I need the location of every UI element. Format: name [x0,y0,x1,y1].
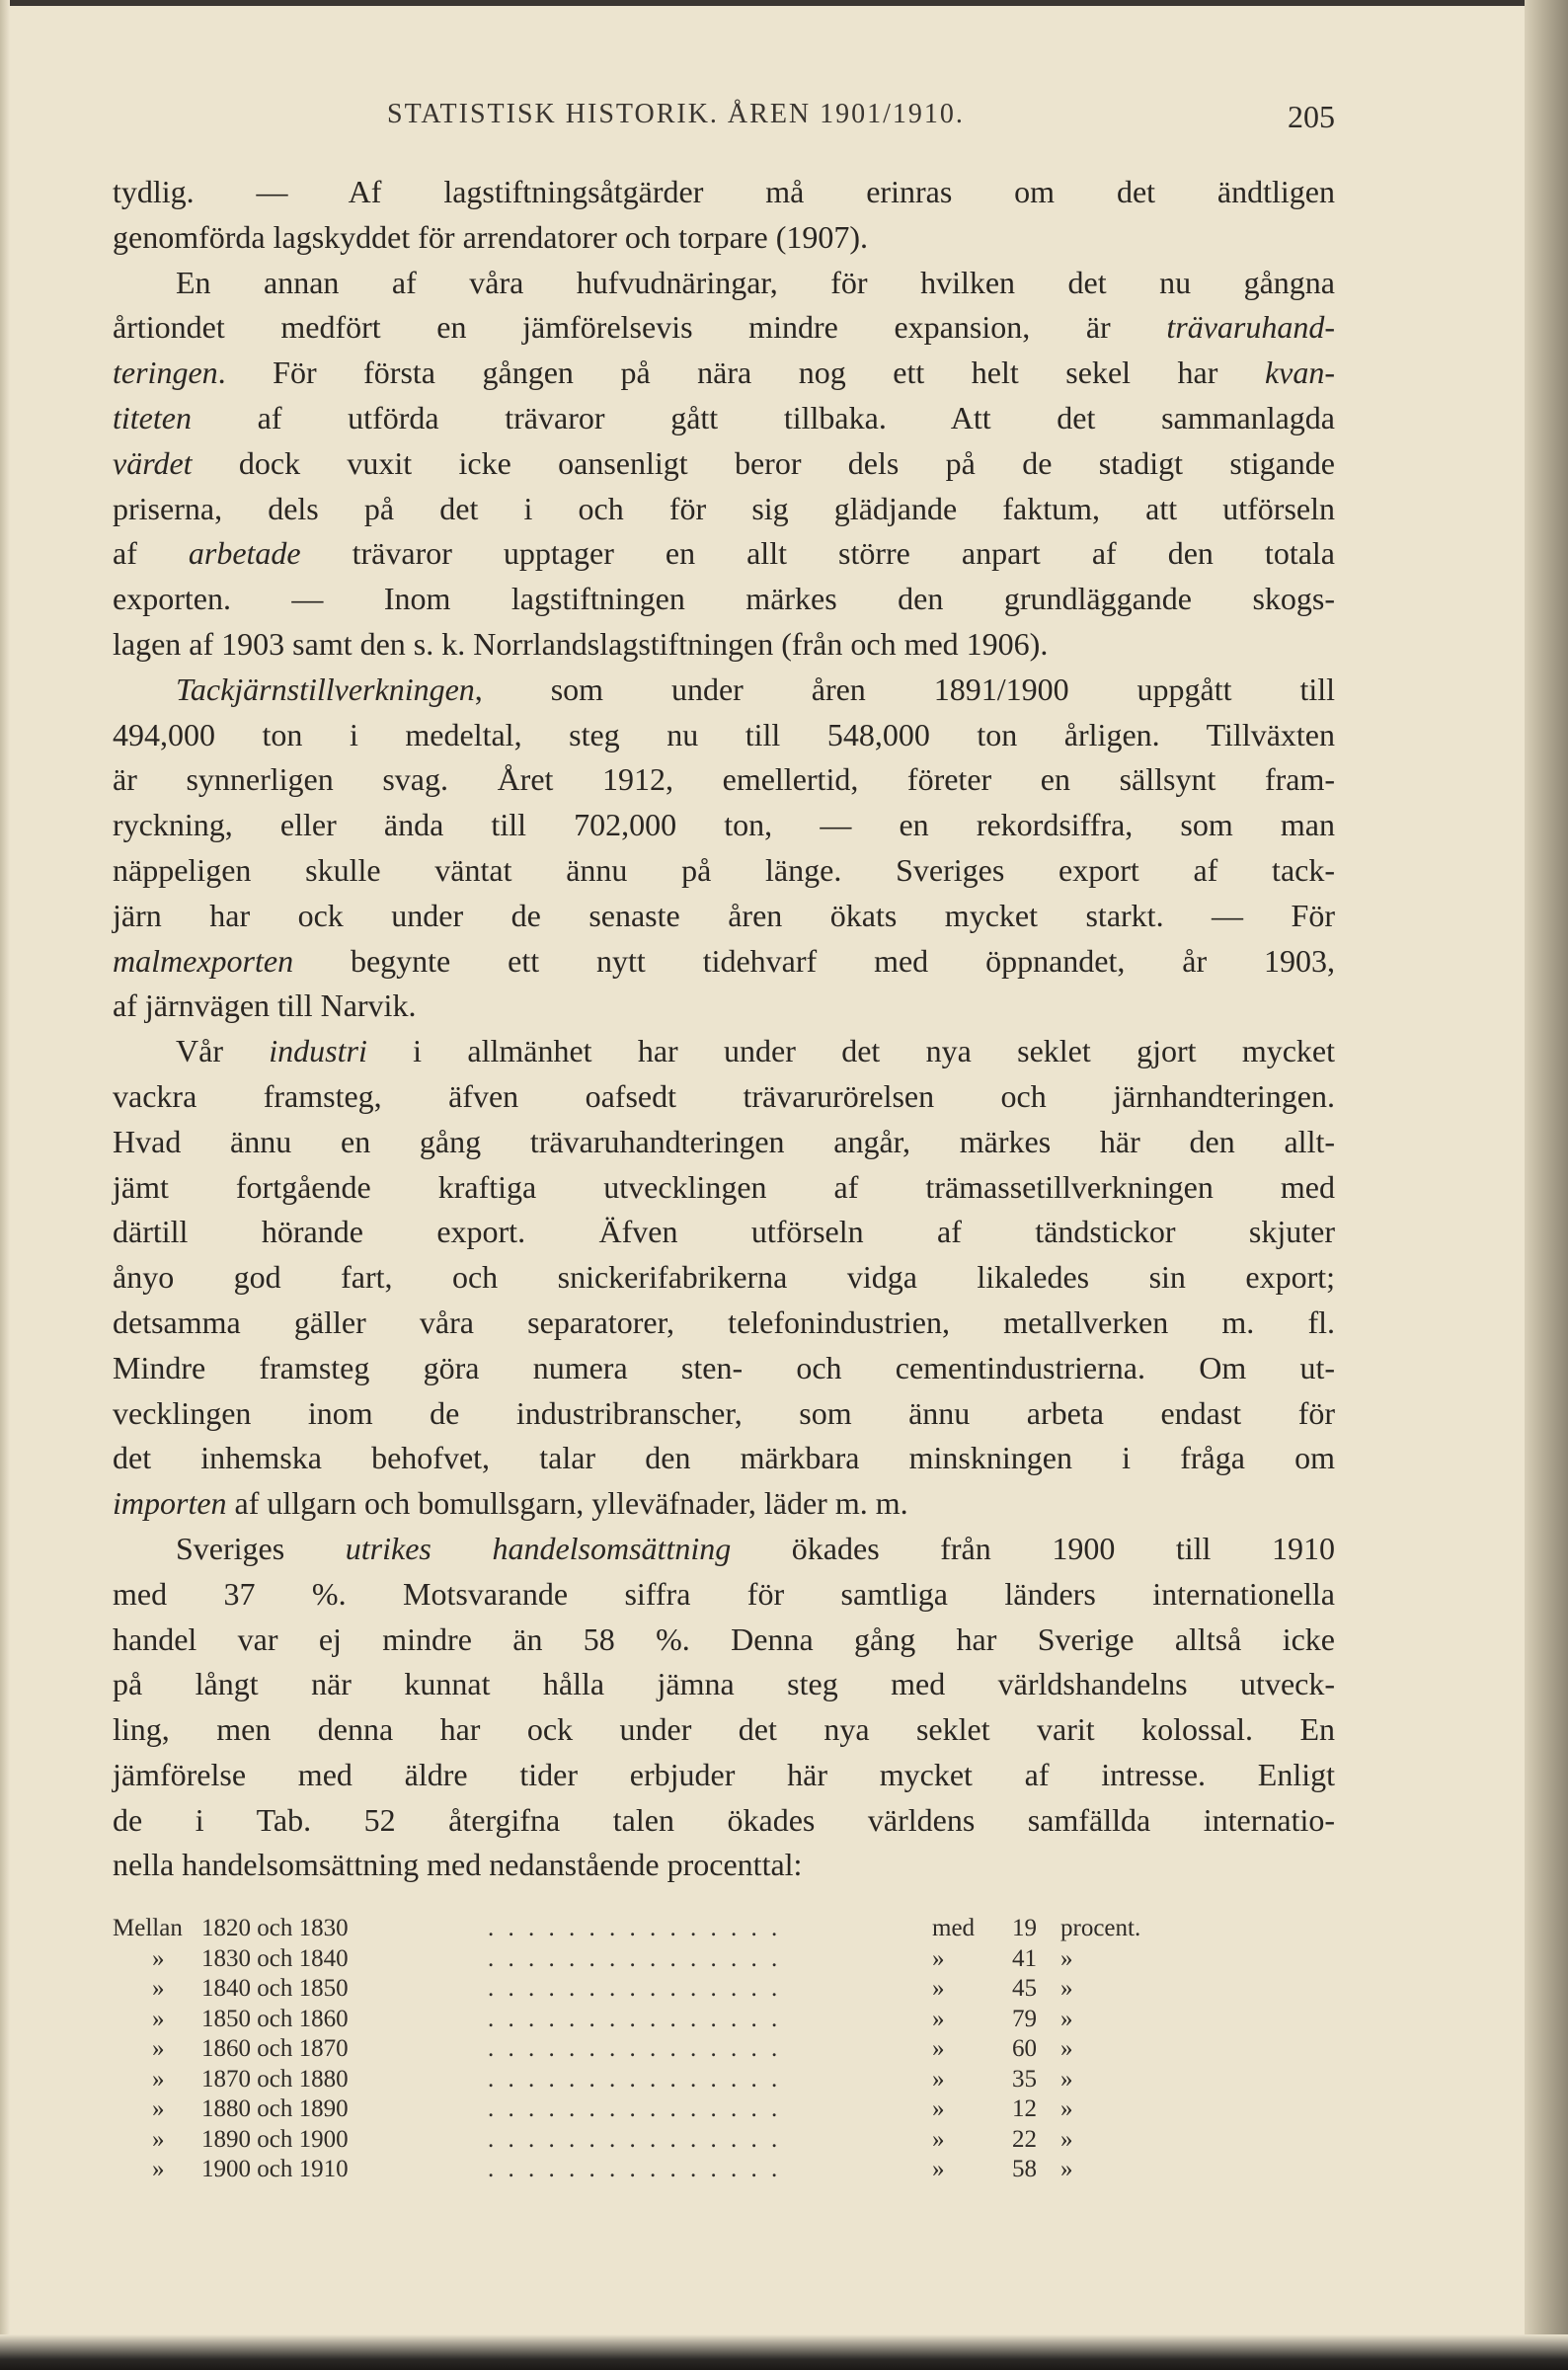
text-segment: af järnvägen till Narvik. [113,988,417,1024]
row-unit: » [1060,2065,1073,2093]
row-lead: » [152,2005,165,2032]
table-row [113,1944,1179,1975]
text-line [113,1301,1335,1346]
dot-leader: . . . . . . . . . . . . . . . [488,2005,782,2032]
text-line [113,668,1335,713]
italic-text: trävaruhand- [1166,309,1335,346]
text-line [113,1165,1335,1211]
text-segment: med 37 %. Motsvarande siffra för samtliga länders internationella [113,1575,1335,1612]
text-line [113,803,1335,848]
text-line [113,351,1335,396]
text-segment [113,672,176,707]
row-lead: » [152,2035,165,2062]
row-med: » [932,1975,945,2002]
row-value: 22 [1012,2125,1037,2153]
text-segment: begynte ett nytt tidehvarf med öppnandet, år 1903, [293,942,1335,979]
text-segment: ånyo god fart, och snickerifabrikerna vidga likaledes sin export; [113,1259,1335,1296]
text-segment: på långt när kunnat hålla jämna steg med världshandelns utveck- [113,1666,1335,1702]
running-title: STATISTISK HISTORIK. ÅREN 1901/1910. [387,99,965,129]
row-med: » [932,2005,945,2032]
text-line [113,487,1335,532]
text-line [113,1391,1335,1437]
page-bottom-edge [0,2334,1568,2370]
text-line [113,215,1335,261]
text-line [113,170,1335,215]
row-period: 1820 och 1830 [201,1915,349,1941]
text-line [113,261,1335,306]
text-segment: detsamma gäller våra separatorer, telefonindustrien, metallverken m. fl. [113,1304,1335,1340]
row-period: 1900 och 1910 [201,2156,349,2182]
italic-text: utrikes handelsomsättning [345,1530,732,1566]
table-row [113,1914,1179,1944]
italic-text: Tackjärnstillverkningen [176,671,475,707]
page-number: 205 [1288,99,1335,134]
row-unit: » [1060,2035,1073,2062]
text-segment: jämt fortgående kraftiga utvecklingen af trämassetillverkningen med [113,1168,1335,1205]
row-lead: Mellan [113,1915,183,1941]
dot-leader: . . . . . . . . . . . . . . . [488,2065,782,2093]
text-segment: exporten. — Inom lagstiftningen märkes den grundläggande skogs- [113,581,1335,617]
text-segment: de i Tab. 52 återgifna talen ökades världens samfällda internatio- [113,1801,1335,1838]
italic-text: malmexporten [113,942,294,979]
text-line [113,1527,1335,1572]
text-line [113,1436,1335,1481]
row-med: med [932,1915,976,1941]
row-lead: » [152,2156,165,2182]
text-line [113,1753,1335,1798]
dot-leader: . . . . . . . . . . . . . . . [488,2095,782,2122]
text-segment: 494,000 ton i medeltal, steg nu till 548,000 ton årligen. Tillväxten [113,716,1335,752]
row-period: 1860 och 1870 [201,2035,349,2062]
text-segment: af ullgarn och bomullsgarn, ylleväfnader, läder m. m. [226,1485,908,1522]
text-line [113,441,1335,487]
dot-leader: . . . . . . . . . . . . . . . [488,1975,782,2002]
row-lead: » [152,2095,165,2122]
text-segment: i allmänhet har under det nya seklet gjort mycket [366,1033,1336,1069]
table-row [113,2094,1179,2125]
table-row [113,2065,1179,2095]
table-row [113,2034,1179,2065]
text-line [113,848,1335,894]
page-top-edge [0,0,1568,6]
text-segment: af utförda trävaror gått tillbaka. Att det sammanlagda [191,399,1335,435]
text-segment: En annan af våra hufvudnäringar, för hvilken det nu gångna [113,264,1335,300]
text-line [113,713,1335,758]
row-med: » [932,1944,945,1972]
text-segment: ling, men denna har ock under det nya seklet varit kolossal. En [113,1711,1335,1748]
row-unit: » [1060,2156,1073,2182]
row-period: 1880 och 1890 [201,2095,349,2122]
page-right-edge [1525,0,1568,2370]
row-value: 45 [1012,1975,1037,2002]
page-left-edge [0,0,10,2370]
text-line [113,1843,1335,1888]
row-lead: » [152,1975,165,2002]
italic-text: värdet [113,444,193,481]
text-segment: jämförelse med äldre tider erbjuder här mycket af intresse. Enligt [113,1756,1335,1792]
row-lead: » [152,2065,165,2093]
italic-text: arbetade [188,535,301,572]
row-value: 79 [1012,2005,1037,2032]
row-med: » [932,2095,945,2122]
dot-leader: . . . . . . . . . . . . . . . [488,2125,782,2153]
text-segment: vecklingen inom de industribranscher, som ännu arbeta endast för [113,1394,1335,1431]
text-segment: det inhemska behofvet, talar den märkbara minskningen i fråga om [113,1440,1335,1476]
text-line [113,1798,1335,1844]
text-line [113,1029,1335,1074]
row-value: 58 [1012,2156,1037,2182]
table-row [113,2125,1179,2156]
text-segment: trävaror upptager en allt större anpart af den totala [300,535,1336,572]
row-med: » [932,2156,945,2182]
text-line [113,1346,1335,1391]
row-lead: » [152,1944,165,1972]
text-line [113,984,1335,1029]
dot-leader: . . . . . . . . . . . . . . . [488,1915,782,1941]
text-line [113,396,1335,441]
italic-text: titeten [113,399,192,435]
text-segment: nella handelsomsättning med nedanstående procenttal: [113,1847,803,1883]
dot-leader: . . . . . . . . . . . . . . . [488,1944,782,1972]
text-segment: är synnerligen svag. Året 1912, emellertid, företer en sällsynt fram- [113,761,1335,798]
row-period: 1840 och 1850 [201,1975,349,2002]
row-med: » [932,2065,945,2093]
row-unit: » [1060,1975,1073,2002]
text-line [113,939,1335,985]
row-value: 19 [1012,1915,1037,1941]
text-segment: ökades från 1900 till 1910 [731,1530,1336,1566]
text-segment: tydlig. — Af lagstiftningsåtgärder må erinras om det ändtligen [113,174,1335,209]
text-segment: Vår [113,1033,270,1069]
text-segment: , som under åren 1891/1900 uppgått till [474,671,1335,707]
percentage-table [113,1914,1179,2185]
italic-text: industri [269,1033,367,1069]
row-period: 1890 och 1900 [201,2125,349,2153]
text-segment: genomförda lagskyddet för arrendatorer och torpare (1907). [113,218,869,255]
row-med: » [932,2125,945,2153]
page-header [115,99,1335,144]
italic-text: importen [113,1485,227,1522]
row-unit: » [1060,2095,1073,2122]
text-line [113,894,1335,939]
table-row [113,2155,1179,2185]
text-line [113,1572,1335,1618]
text-segment: priserna, dels på det i och för sig glädjande faktum, att utförseln [113,490,1335,526]
text-line [113,622,1335,668]
text-segment: järn har ock under de senaste åren ökats mycket starkt. — För [113,897,1335,933]
text-segment: Mindre framsteg göra numera sten- och cementindustrierna. Om ut- [113,1349,1335,1385]
row-unit: procent. [1060,1915,1141,1941]
text-line [113,1481,1335,1527]
table-row [113,2005,1179,2035]
row-value: 12 [1012,2095,1037,2122]
row-period: 1830 och 1840 [201,1944,349,1972]
text-line [113,1707,1335,1753]
table-row [113,1974,1179,2005]
row-unit: » [1060,2125,1073,2153]
text-segment: vackra framsteg, äfven oafsedt trävarurörelsen och järnhandteringen. [113,1077,1335,1114]
text-segment: årtiondet medfört en jämförelsevis mindre expansion, är [113,309,1167,346]
text-segment: . För första gången på nära nog ett helt sekel har [217,355,1265,391]
text-line [113,1618,1335,1663]
text-segment: näppeligen skulle väntat ännu på länge. Sveriges export af tack- [113,851,1335,888]
row-lead: » [152,2125,165,2153]
row-unit: » [1060,1944,1073,1972]
row-period: 1850 och 1860 [201,2005,349,2032]
text-segment: Hvad ännu en gång trävaruhandteringen angår, märkes här den allt- [113,1123,1335,1159]
row-unit: » [1060,2005,1073,2032]
text-segment: ryckning, eller ända till 702,000 ton, — en rekordsiffra, som man [113,807,1335,843]
text-segment: därtill hörande export. Äfven utförseln af tändstickor skjuter [113,1214,1335,1250]
text-line [113,757,1335,803]
text-segment: Sveriges [113,1530,346,1566]
text-line [113,531,1335,577]
dot-leader: . . . . . . . . . . . . . . . [488,2156,782,2182]
text-line [113,1210,1335,1255]
row-value: 35 [1012,2065,1037,2093]
body-text [113,170,1335,1888]
text-segment: handel var ej mindre än 58 %. Denna gång har Sverige alltså icke [113,1620,1335,1657]
italic-text: teringen [113,355,218,391]
text-line [113,577,1335,622]
text-line [113,1662,1335,1707]
text-segment: dock vuxit icke oansenligt beror dels på de stadigt stigande [192,444,1335,481]
text-segment: lagen af 1903 samt den s. k. Norrlandslagstiftningen (från och med 1906). [113,625,1049,662]
text-line [113,1255,1335,1301]
dot-leader: . . . . . . . . . . . . . . . [488,2035,782,2062]
text-line [113,1074,1335,1120]
text-line [113,305,1335,351]
row-med: » [932,2035,945,2062]
row-value: 60 [1012,2035,1037,2062]
row-value: 41 [1012,1944,1037,1972]
row-period: 1870 och 1880 [201,2065,349,2093]
italic-text: kvan- [1264,355,1335,391]
text-segment: af [113,535,189,572]
text-line [113,1120,1335,1165]
